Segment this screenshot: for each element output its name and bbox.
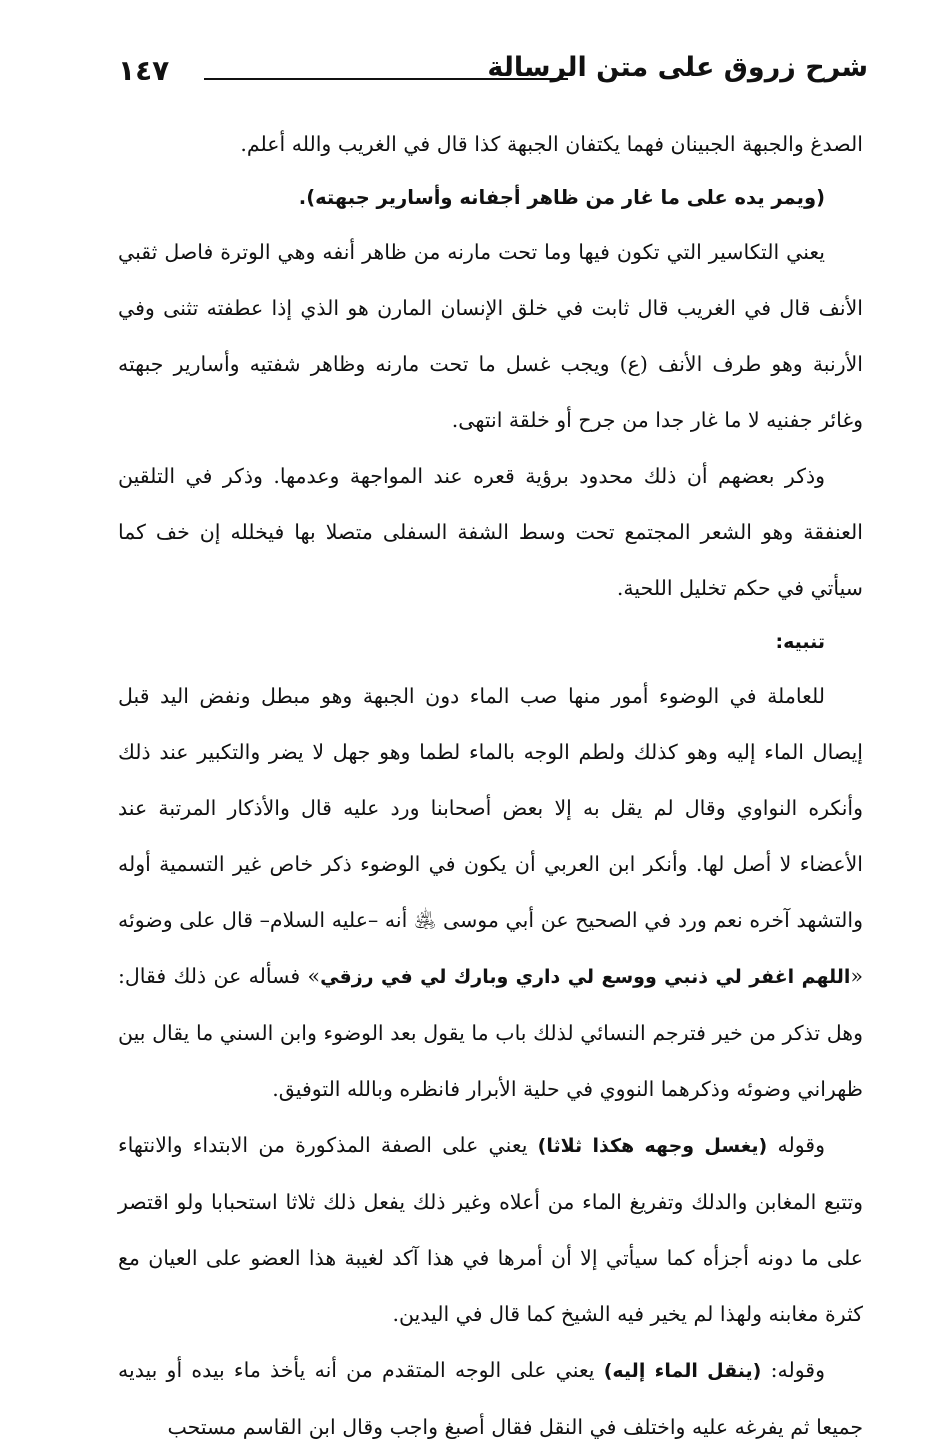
- note-heading: [118, 616, 863, 668]
- text-span: وذكر بعضهم أن ذلك محدود برؤية قعره عند المواجهة وعدمها. وذكر في التلقين العنفقة وهو الشعر المجتمع تحت وسط الشفة السفلى متصلا بها فيخلله إن خف كما سيأتي في حكم تخليل اللحية.: [118, 464, 863, 600]
- paragraph: [118, 224, 863, 448]
- text-span: وقوله:: [761, 1358, 826, 1382]
- bold-text-span: اللهم اغفر لي ذنبي ووسع لي داري وبارك لي في رزقي: [320, 966, 851, 988]
- text-span: للعاملة في الوضوء أمور منها صب الماء دون الجبهة وهو مبطل ونفض اليد قبل إيصال الماء إليه وهو كذلك ولطم الوجه بالماء لطما وهو جهل لا يضر والتكبير عند ذلك وأنكره النواوي وقال لم يقل به إلا بعض أصحابنا ورد عليه قال والأذكار المرتبة عند الأعضاء لا أصل لها. وأنكر ابن العربي أن يكون في الوضوء ذكر خاص غير التسمية أوله والتشهد آخره نعم ورد في الصحيح عن أبي موسى ﵁ أنه –عليه السلام– قال على وضوئه «: [118, 684, 863, 988]
- bold-text-span: تنبيه:: [775, 631, 825, 653]
- paragraph: [118, 116, 863, 172]
- bold-text-span: (ويمر يده على ما غار من ظاهر أجفانه وأسارير جبهته).: [298, 186, 825, 209]
- page-number: ١٤٧: [118, 54, 170, 87]
- text-span: الصدغ والجبهة الجبينان فهما يكتفان الجبهة كذا قال في الغريب والله أعلم.: [240, 132, 863, 156]
- body-text: [118, 116, 863, 1455]
- text-span: » فسأله عن ذلك فقال: وهل تذكر من خير فترجم النسائي لذلك باب ما يقول بعد الوضوء وابن السني ما يقال بين ظهراني وضوئه وذكرهما النووي في حلية الأبرار فانظره وبالله التوفيق.: [118, 964, 863, 1101]
- bold-text-span: (ينقل الماء إليه): [603, 1360, 762, 1382]
- paragraph: [118, 448, 863, 616]
- paragraph: [118, 668, 863, 1117]
- paragraph: [118, 1117, 863, 1342]
- book-title: شرح زروق على متن الرسالة: [487, 52, 868, 83]
- text-span: يعني التكاسير التي تكون فيها وما تحت مارنه من ظاهر أنفه وهي الوترة فاصل ثقبي الأنف قال في الغريب قال ثابت في خلق الإنسان المارن هو الذي إذا عطفته تثنى وفي الأرنبة وهو طرف الأنف (ع) ويجب غسل ما تحت مارنه وظاهر شفتيه وأسارير جبهته وغائر جفنيه لا ما غار جدا من جرح أو خلقة انتهى.: [118, 240, 863, 432]
- text-span: يعني على الوجه المتقدم من أنه يأخذ ماء بيده أو بيديه جميعا ثم يفرغه عليه واختلف في النقل فقال أصبغ واجب وقال ابن القاسم مستحب: [118, 1358, 863, 1439]
- text-span: يعني على الصفة المذكورة من الابتداء والانتهاء وتتبع المغابن والدلك وتفريغ الماء من أعلاه وغير ذلك يفعل ذلك ثلاثا استحبابا ولو اقتصر على ما دونه أجزأه كما سيأتي إلا أن أمرها في هذا آكد لغيبة هذا العضو على العيان مع كثرة مغابنه ولهذا لم يخير فيه الشيخ كما قال في اليدين.: [118, 1133, 863, 1326]
- text-span: وقوله: [767, 1133, 826, 1157]
- running-header: [118, 48, 868, 96]
- section-heading: [118, 172, 863, 224]
- paragraph: [118, 1342, 863, 1455]
- bold-text-span: (يغسل وجهه هكذا ثلاثا): [537, 1135, 768, 1157]
